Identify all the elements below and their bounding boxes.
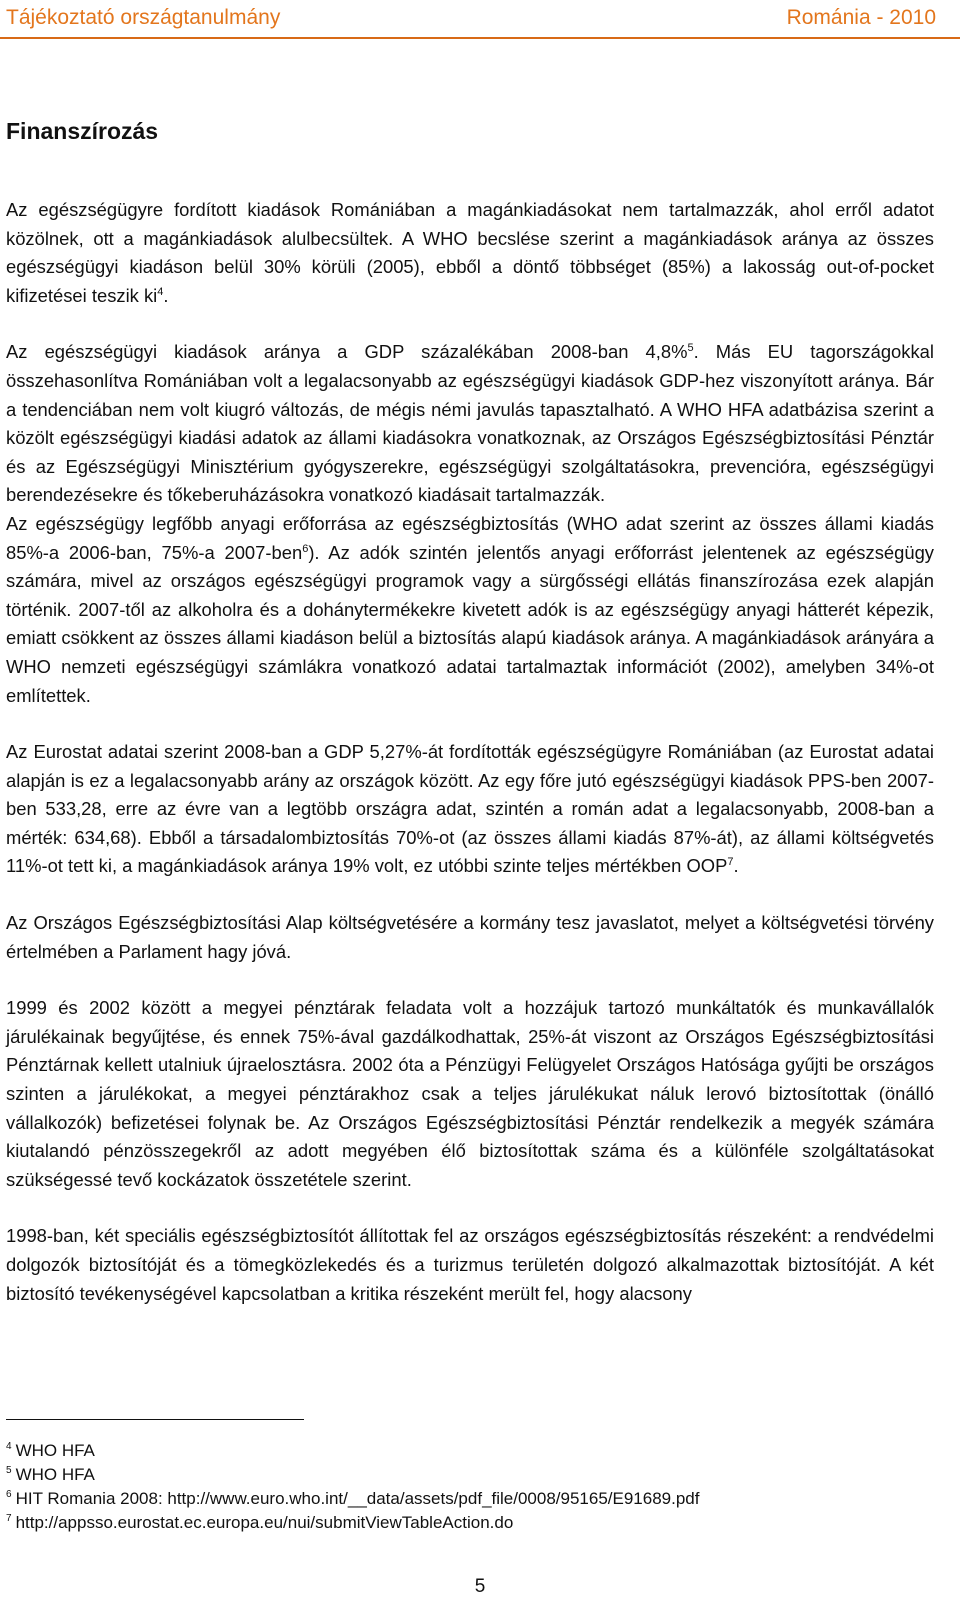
paragraph-text: Az Eurostat adatai szerint 2008-ban a GDP 5,27%-át fordították egészségügyre Romániában (az Eurostat adatai alapján is ez a legalacsonyabb arány az országok között. Az egy főre jutó egészségügyi kiadások PPS-ben 2007-ben 533,28, erre az évre van a legtöbb országra adat, szintén a román adat a legalacsonyabb, 2008-ban a mérték: 634,68). Ebből a társadalombiztosítás 70%-ot (az összes állami kiadás 87%-át), az állami költségvetés 11%-ot tett ki, a magánkiadások aránya 19% volt, ez utóbbi szinte teljes mértékben OOP	[6, 741, 934, 877]
footnote-number: 4	[6, 1441, 12, 1453]
paragraph-text: Az egészségügy legfőbb anyagi erőforrása az egészségbiztosítás (WHO adat szerint az összes állami kiadás 85%-a 2006-ban, 75%-a 2007-ben	[6, 512, 934, 563]
paragraph-text: Az egészségügyi kiadások aránya a GDP százalékában 2008-ban 4,8%	[6, 341, 688, 363]
paragraph	[6, 738, 934, 881]
footnote-number: 5	[6, 1465, 12, 1477]
footnote-reference: 7	[727, 856, 734, 869]
paragraph	[6, 994, 934, 1194]
paragraph-text: .	[733, 855, 739, 877]
body-text	[6, 196, 934, 1336]
footnote-reference: 6	[302, 542, 309, 555]
footnote-text: HIT Romania 2008: http://www.euro.who.int/__data/assets/pdf_file/0008/95165/E91689.pdf	[15, 1489, 700, 1508]
footnote-number: 6	[6, 1489, 12, 1501]
paragraph-text: ). Az adók szintén jelentős anyagi erőforrást jelentenek az egészségügy számára, mivel az országos egészségügyi programok vagy a sürgősségi ellátás finanszírozása ezek alapján történik. 2007-től az alkoholra és a dohánytermékekre kivetett adók is az egészségügy anyagi hátterét képezik, emiatt csökkent az összes állami kiadáson belül a biztosítás alapú kiadások aránya. A magánkiadások arányára a WHO nemzeti egészségügyi számlákra vonatkozó adatai tartalmaztak információt (2002), amelyben 34%-ot említettek.	[6, 541, 934, 706]
paragraph-text: Az Országos Egészségbiztosítási Alap költségvetésére a kormány tesz javaslatot, melyet a költségvetési törvény értelmében a Parlament hagy jóvá.	[6, 912, 934, 962]
paragraph-text: Az egészségügyre fordított kiadások Romániában a magánkiadásokat nem tartalmazzák, ahol erről adatot közölnek, ott a magánkiadások alulbecsültek. A WHO becslése szerint a magánkiadások aránya az összes egészségügyi kiadáson belül 30% körüli (2005), ebből a döntő többséget (85%) a lakosság out-of-pocket kifizetései teszik ki	[6, 199, 934, 306]
paragraph	[6, 1222, 934, 1308]
footnotes	[6, 1439, 699, 1535]
footnote-item	[6, 1487, 699, 1511]
paragraph-text: .	[163, 284, 169, 306]
header-country-year: Románia - 2010	[786, 6, 936, 29]
page-header	[0, 0, 960, 38]
paragraph	[6, 909, 934, 966]
footnote-number: 7	[6, 1513, 12, 1525]
footnote-text: http://appsso.eurostat.ec.europa.eu/nui/submitViewTableAction.do	[15, 1513, 514, 1532]
header-document-title: Tájékoztató országtanulmány	[6, 6, 281, 29]
paragraph	[6, 510, 934, 710]
footnote-reference: 4	[157, 285, 164, 298]
footnote-reference: 5	[687, 342, 694, 355]
footnote-item	[6, 1439, 699, 1463]
footnote-divider	[6, 1419, 304, 1420]
paragraph	[6, 196, 934, 310]
footnote-text: WHO HFA	[15, 1441, 95, 1460]
footnote-item	[6, 1463, 699, 1487]
paragraph	[6, 338, 934, 510]
section-title: Finanszírozás	[6, 118, 159, 144]
header-divider	[0, 37, 960, 39]
footnote-item	[6, 1511, 699, 1535]
page-number: 5	[474, 1576, 486, 1597]
paragraph-text: 1998-ban, két speciális egészségbiztosítót állítottak fel az országos egészségbiztosítás részeként: a rendvédelmi dolgozók biztosítóját és a tömegközlekedés és a turizmus területén dolgozó alkalmazottak biztosítóját. A két biztosító tevékenységével kapcsolatban a kritika részeként merült fel, hogy alacsony	[6, 1225, 934, 1304]
paragraph-text: . Más EU tagországokkal összehasonlítva Romániában volt a legalacsonyabb az egészségügyi kiadások GDP-hez viszonyított aránya. Bár a tendenciában nem volt kiugró változás, de mégis némi javulás tapasztalható. A WHO HFA adatbázisa szerint a közölt egészségügyi kiadási adatok az állami kiadásokra vonatkoznak, az Országos Egészségbiztosítási Pénztár és az Egészségügyi Minisztérium gyógyszerekre, egészségügyi szolgáltatásokra, prevencióra, egészségügyi berendezésekre és tőkeberuházásokra vonatkozó kiadásait tartalmazzák.	[6, 341, 934, 506]
paragraph-text: 1999 és 2002 között a megyei pénztárak feladata volt a hozzájuk tartozó munkáltatók és munkavállalók járulékainak begyűjtése, és ennek 75%-ával gazdálkodhattak, 25%-át viszont az Országos Egészségbiztosítási Pénztárnak kellett utalniuk újraelosztásra. 2002 óta a Pénzügyi Felügyelet Országos Hatósága gyűjti be országos szinten a járulékokat, a megyei pénztárakhoz csak a teljes járulékukat náluk lerovó biztosítottak (önálló vállalkozók) befizetései folynak be. Az Országos Egészségbiztosítási Pénztár rendelkezik a megyék számára kiutalandó pénzösszegekről az adott megyében élő biztosítottak száma és a különféle szolgáltatásokat szükségessé tevő kockázatok összetétele szerint.	[6, 997, 934, 1190]
footnote-text: WHO HFA	[15, 1465, 95, 1484]
